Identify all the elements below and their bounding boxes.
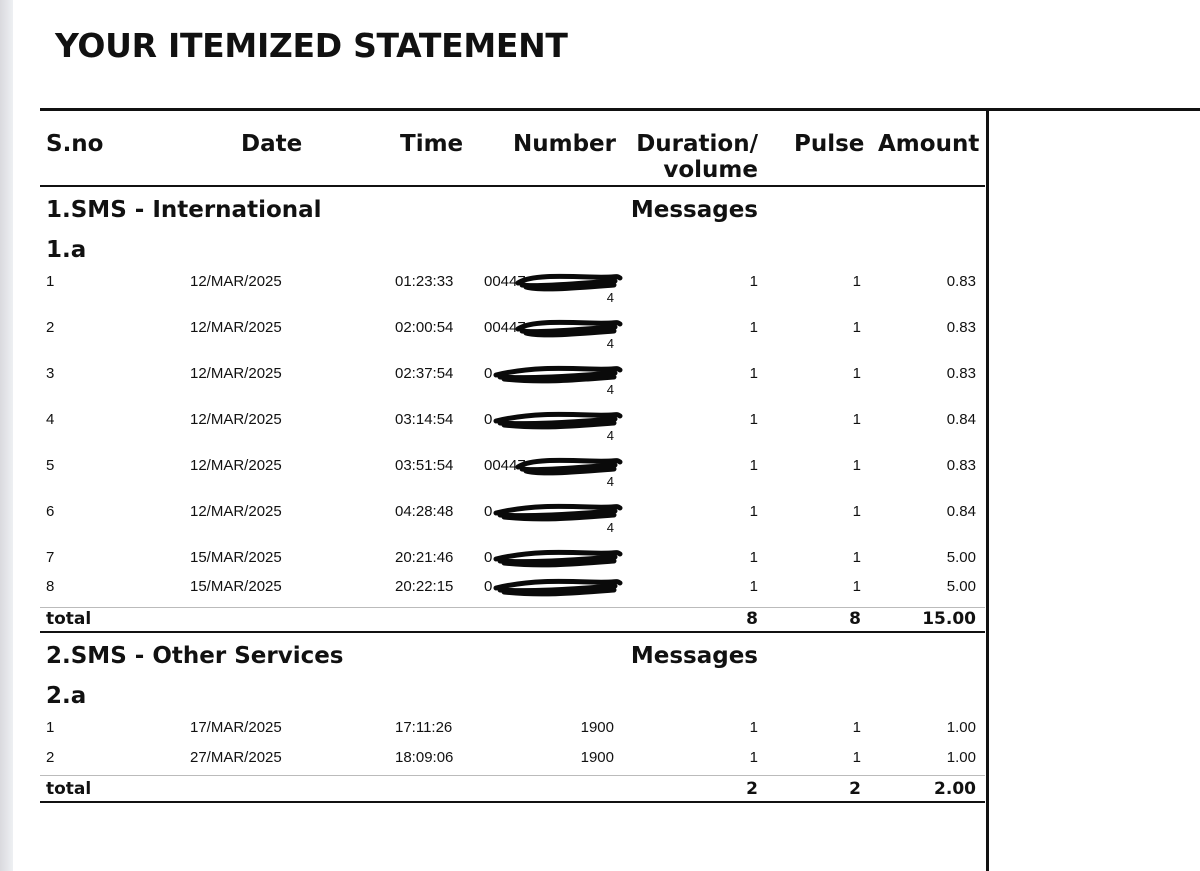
row-sno: 4: [46, 411, 55, 428]
row-number: 0: [484, 503, 493, 520]
row-amount: 0.84: [946, 503, 976, 520]
section2-total-duration: 2: [746, 779, 758, 799]
section1-unit: Messages: [630, 197, 758, 223]
row-pulse: 1: [852, 549, 861, 566]
section1-total-duration: 8: [746, 609, 758, 629]
redaction-mark: [490, 545, 640, 571]
row-time: 18:09:06: [395, 749, 454, 766]
row-number-suffix: 4: [606, 520, 614, 535]
redaction-mark: [490, 574, 640, 600]
page-title: YOUR ITEMIZED STATEMENT: [55, 26, 568, 65]
row-duration: 1: [749, 578, 758, 595]
row-pulse: 1: [852, 503, 861, 520]
redaction-mark: [490, 361, 640, 387]
page-edge-shadow: [0, 0, 13, 871]
redaction-mark: [490, 407, 640, 433]
row-amount: 0.83: [946, 457, 976, 474]
column-header-date: Date: [241, 131, 303, 157]
row-number: 00447: [484, 457, 526, 474]
row-date: 17/MAR/2025: [190, 719, 282, 736]
row-pulse: 1: [852, 749, 861, 766]
column-header-duration-line1: Duration/: [636, 131, 758, 157]
row-pulse: 1: [852, 578, 861, 595]
row-number: 1900: [580, 719, 614, 736]
row-date: 15/MAR/2025: [190, 549, 282, 566]
column-header-pulse: Pulse: [794, 131, 865, 157]
section1-bottom-rule: [40, 631, 985, 633]
row-time: 20:21:46: [395, 549, 454, 566]
row-time: 03:51:54: [395, 457, 454, 474]
row-sno: 6: [46, 503, 55, 520]
section2-bottom-rule: [40, 801, 985, 803]
section2-total-label: total: [46, 779, 92, 799]
section2-total-amount: 2.00: [934, 779, 976, 799]
row-sno: 1: [46, 719, 55, 736]
row-sno: 5: [46, 457, 55, 474]
row-amount: 5.00: [946, 549, 976, 566]
section1-total-pulse: 8: [849, 609, 861, 629]
row-number: 0: [484, 411, 493, 428]
row-date: 12/MAR/2025: [190, 365, 282, 382]
row-amount: 1.00: [946, 719, 976, 736]
row-number: 0: [484, 365, 493, 382]
row-amount: 0.83: [946, 273, 976, 290]
row-pulse: 1: [852, 365, 861, 382]
row-number: 0: [484, 578, 493, 595]
row-pulse: 1: [852, 319, 861, 336]
row-duration: 1: [749, 365, 758, 382]
column-header-number: Number: [513, 131, 616, 157]
row-pulse: 1: [852, 719, 861, 736]
section1-heading: 1.SMS - International: [46, 197, 322, 223]
section1-total-label: total: [46, 609, 92, 629]
column-header-time: Time: [400, 131, 464, 157]
redaction-mark: [490, 315, 640, 341]
row-date: 12/MAR/2025: [190, 411, 282, 428]
row-number: 0: [484, 549, 493, 566]
row-duration: 1: [749, 411, 758, 428]
row-date: 12/MAR/2025: [190, 457, 282, 474]
row-time: 17:11:26: [395, 719, 453, 736]
row-number-suffix: 4: [606, 382, 614, 397]
row-date: 12/MAR/2025: [190, 503, 282, 520]
row-number-suffix: 4: [606, 290, 614, 305]
row-sno: 8: [46, 578, 55, 595]
column-header-duration: [620, 131, 758, 183]
section1-subheading: 1.a: [46, 237, 87, 263]
row-duration: 1: [749, 719, 758, 736]
row-duration: 1: [749, 319, 758, 336]
row-number: 00447: [484, 273, 526, 290]
row-number-suffix: 4: [606, 336, 614, 351]
row-number: 00447: [484, 319, 526, 336]
row-amount: 0.83: [946, 319, 976, 336]
section2-subheading: 2.a: [46, 683, 87, 709]
row-time: 01:23:33: [395, 273, 454, 290]
row-sno: 7: [46, 549, 55, 566]
row-date: 27/MAR/2025: [190, 749, 282, 766]
section2-unit: Messages: [630, 643, 758, 669]
row-date: 12/MAR/2025: [190, 319, 282, 336]
row-sno: 2: [46, 749, 55, 766]
section1-total-top-rule: [40, 607, 985, 608]
row-pulse: 1: [852, 411, 861, 428]
row-sno: 1: [46, 273, 55, 290]
row-time: 04:28:48: [395, 503, 454, 520]
row-time: 03:14:54: [395, 411, 454, 428]
row-pulse: 1: [852, 457, 861, 474]
section1-total-amount: 15.00: [922, 609, 976, 629]
row-duration: 1: [749, 457, 758, 474]
row-duration: 1: [749, 549, 758, 566]
column-header-duration-line2: volume: [663, 157, 758, 183]
row-amount: 0.84: [946, 411, 976, 428]
row-duration: 1: [749, 273, 758, 290]
row-duration: 1: [749, 749, 758, 766]
redaction-mark: [490, 269, 640, 295]
column-header-amount: Amount: [878, 131, 980, 157]
header-bottom-rule: [40, 185, 985, 187]
row-sno: 2: [46, 319, 55, 336]
row-pulse: 1: [852, 273, 861, 290]
row-amount: 5.00: [946, 578, 976, 595]
row-time: 02:00:54: [395, 319, 454, 336]
row-date: 15/MAR/2025: [190, 578, 282, 595]
row-sno: 3: [46, 365, 55, 382]
row-amount: 1.00: [946, 749, 976, 766]
row-amount: 0.83: [946, 365, 976, 382]
section2-heading: 2.SMS - Other Services: [46, 643, 344, 669]
right-vertical-rule: [986, 110, 989, 871]
top-rule: [40, 108, 1200, 111]
redaction-mark: [490, 453, 640, 479]
redaction-mark: [490, 499, 640, 525]
section2-total-pulse: 2: [849, 779, 861, 799]
row-number-suffix: 4: [606, 474, 614, 489]
row-number: 1900: [580, 749, 614, 766]
column-header-sno: S.no: [46, 131, 104, 157]
row-duration: 1: [749, 503, 758, 520]
section2-total-top-rule: [40, 775, 985, 776]
row-time: 02:37:54: [395, 365, 454, 382]
row-time: 20:22:15: [395, 578, 454, 595]
row-number-suffix: 4: [606, 428, 614, 443]
row-date: 12/MAR/2025: [190, 273, 282, 290]
